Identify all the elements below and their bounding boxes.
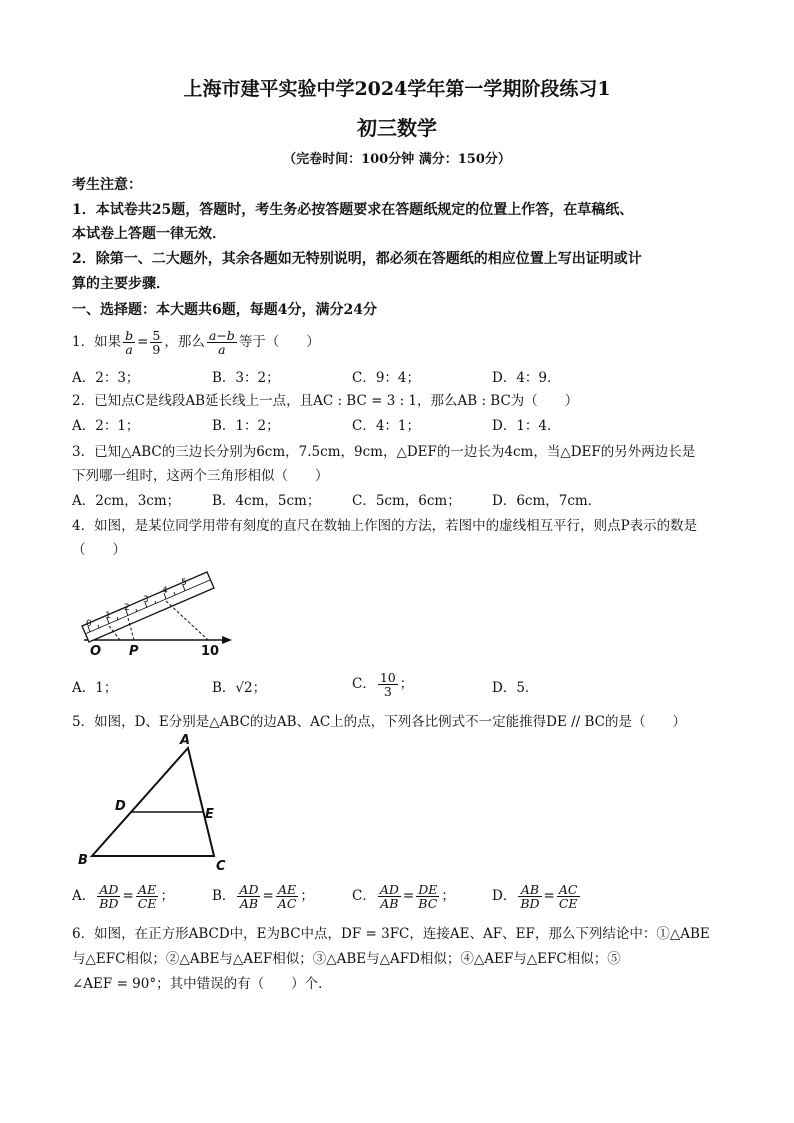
question-4-line-1: 4．如图，是某位同学用带有刻度的直尺在数轴上作图的方法，若图中的虚线相互平行，则点P表示的数是: [72, 518, 698, 534]
sqrt-2: √2: [235, 680, 253, 696]
q3-option-c: C．5cm，6cm；: [352, 493, 461, 509]
q1-mid: ，那么: [164, 334, 205, 350]
exam-title: 上海市建平实验中学2024学年第一学期阶段练习1: [183, 78, 611, 100]
question-6-line-3: ∠AEF = 90°；其中错误的有（ ）个．: [72, 976, 332, 992]
q1-fraction-5-over-9: $\frac{5}{9}$: [152, 327, 161, 357]
question-2: 2．已知点C是线段AB延长线上一点，且AC : BC = 3 : 1，那么AB : BC为（ ）: [72, 393, 579, 409]
q1-fraction-b-over-a: $\frac{b}{a}$: [125, 327, 134, 357]
q5-option-a: A． $\frac{AD}{BD}$ = $\frac{AE}{CE}$ ；: [72, 881, 174, 911]
question-4-line-2: （ ）: [72, 542, 126, 558]
q3-option-b: B．4cm，5cm；: [212, 493, 321, 509]
q1-fraction-a-minus-b-over-a: $\frac{a-b}{a}$: [208, 327, 235, 357]
dashed-parallel-line: [166, 601, 208, 640]
q2-option-d: D．1：4．: [492, 418, 561, 434]
question-6-line-2: 与△EFC相似；②△ABE与△AEF相似；③△ABE与△AFD相似；④△AEF与△EFC相似；⑤: [72, 951, 621, 967]
q5-option-c: C． $\frac{AD}{AB}$ = $\frac{DE}{BC}$ ；: [352, 881, 455, 911]
q2-option-a: A．2：1；: [72, 418, 140, 434]
label-A: A: [180, 733, 191, 748]
triangle-ABC: [92, 748, 214, 856]
q2-option-c: C．4：1；: [352, 418, 421, 434]
fraction-10-over-3: $\frac{10}{3}$: [379, 669, 396, 699]
q5-option-d: D． $\frac{AB}{BD}$ = $\frac{AC}{CE}$: [492, 881, 578, 911]
question-1: [72, 323, 320, 361]
label-E: E: [205, 807, 214, 822]
q4-option-a: A．1；: [72, 680, 118, 696]
question-3-line-2: 下列哪一组时，这两个三角形相似（ ）: [72, 468, 329, 484]
q1-equals: =: [137, 334, 149, 350]
notice-line-1b: 本试卷上答题一律无效．: [72, 226, 226, 242]
q1-prefix: 1．如果: [72, 334, 122, 350]
q3-option-a: A．2cm，3cm；: [72, 493, 181, 509]
exam-meta: （完卷时间：100分钟 满分：150分）: [283, 152, 511, 167]
ruler-tick-label: 2: [124, 603, 130, 613]
q1-option-b: B．3：2；: [212, 370, 280, 386]
q4-option-b: B．√2；: [212, 680, 267, 696]
number-line-arrow: [222, 636, 232, 644]
q1-option-a: A．2：3；: [72, 370, 140, 386]
notice-line-1a: 1．本试卷共25题，答题时，考生务必按答题要求在答题纸规定的位置上作答，在草稿纸、: [72, 202, 634, 218]
q1-option-c: C．9：4；: [352, 370, 421, 386]
ruler-tick-label: 4: [162, 586, 168, 596]
ruler-tick-label: 5: [181, 578, 187, 588]
label-O: O: [90, 644, 102, 659]
q1-suffix: 等于（ ）: [238, 334, 320, 350]
notice-heading: 考生注意：: [72, 177, 142, 193]
ruler-tick-label: 1: [105, 611, 111, 621]
notice-line-2b: 算的主要步骤．: [72, 276, 170, 292]
q4-option-c: C． $\frac{10}{3}$ ；: [352, 669, 414, 699]
notice-line-2a: 2．除第一、二大题外，其余各题如无特别说明，都必须在答题纸的相应位置上写出证明或计: [72, 251, 642, 267]
ruler-number-line-figure: [76, 560, 240, 660]
triangle-figure: [72, 730, 242, 878]
q2-option-b: B．1：2；: [212, 418, 280, 434]
section-1-heading: 一、选择题：本大题共6题，每题4分，满分24分: [72, 302, 377, 318]
question-3-line-1: 3．已知△ABC的三边长分别为6cm，7.5cm，9cm，△DEF的一边长为4cm，当△DEF的另外两边长是: [72, 444, 696, 460]
ruler-scale-line: [85, 580, 210, 634]
label-10: 10: [201, 644, 220, 659]
label-D: D: [115, 799, 126, 814]
ruler-tick-label: 3: [143, 595, 149, 605]
label-C: C: [216, 859, 226, 874]
label-B: B: [78, 853, 88, 868]
q1-option-d: D．4：9．: [492, 370, 561, 386]
q3-option-d: D．6cm，7cm．: [492, 493, 602, 509]
exam-subject: 初三数学: [357, 116, 437, 140]
question-5: 5．如图，D、E分别是△ABC的边AB、AC上的点，下列各比例式不一定能推得DE // BC的是（ ）: [72, 714, 687, 730]
q4-option-d: D．5．: [492, 680, 539, 696]
question-6-line-1: 6．如图，在正方形ABCD中，E为BC中点，DF = 3FC，连接AE、AF、EF，那么下列结论中：①△ABE: [72, 926, 710, 942]
label-P: P: [129, 644, 139, 659]
ruler-tick-label: 0: [86, 619, 92, 629]
q5-option-b: B． $\frac{AD}{AB}$ = $\frac{AE}{AC}$ ；: [212, 881, 314, 911]
